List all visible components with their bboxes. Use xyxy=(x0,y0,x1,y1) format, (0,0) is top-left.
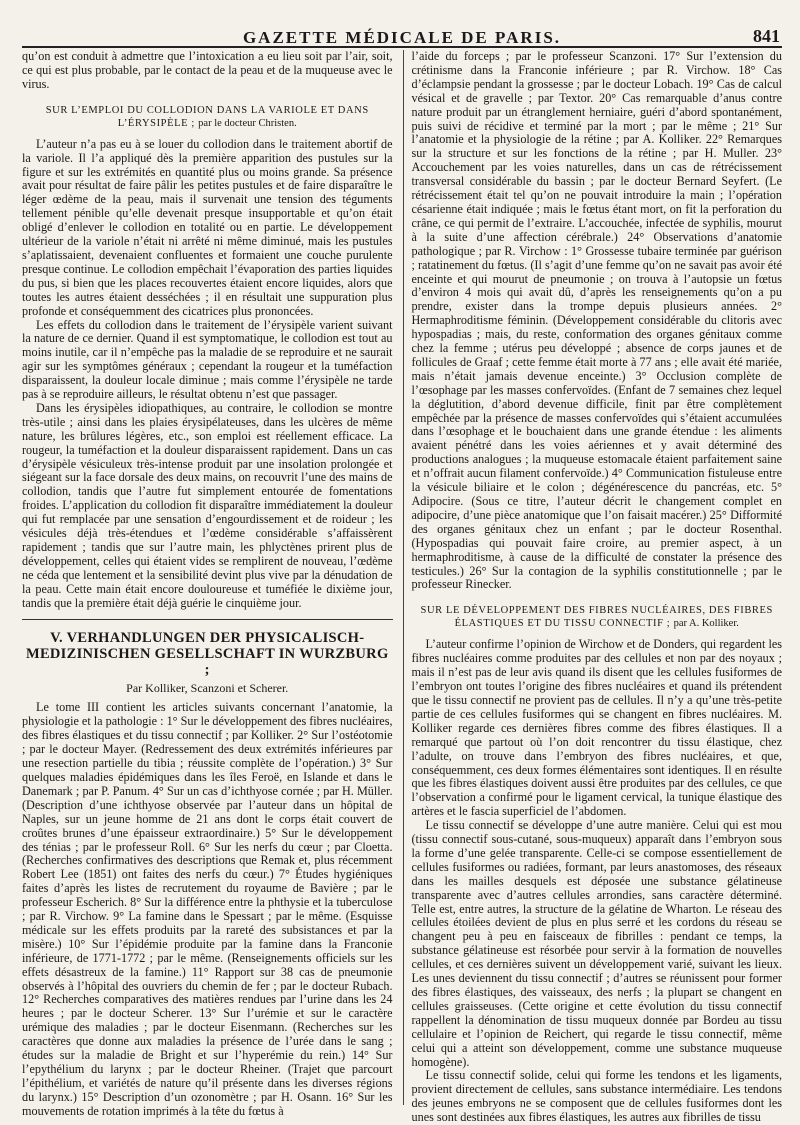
paragraph: l’aide du forceps ; par le professeur Scanzoni. 17° Sur l’extension du crétinisme dans la Franconie inférieure ; par R. Virchow. 18° Cas d’éclampsie pendant la grossesse ; par le docteur Lobach. 19° Cas de calcul vésical et de gravelle ; par Textor. 20° Cas remarquable d’anus contre nature produit par un étranglement herniaire, guéri d’abord spontanément, puis suivi de récidive et terminé par la mort ; par le même ; 21° Sur l’anatomie et la physiologie de la rétine ; par A. Kolliker. 22° Remarques sur la structure et sur les fonctions de la rétine ; par H. Muller. 23° Accouchement par les voies naturelles, dans un cas de rétrécissement transversal considérable du bassin ; par le docteur Bernard Seyfert. (Le rétrécissement était tel qu’on ne pouvait introduire la main ; l’opération césarienne était indiquée ; mais le fœtus étant mort, on fit la perforation du crâne, ce qui permit de l’extraire. L’accouchée, infectée de syphilis, mourut à la suite d’une affection cérébrale.) 24° Observations d’anatomie pathologique ; par R. Virchow : 1° Grossesse tubaire terminée par guérison ; ratatinement du fœtus. (Il s’agit d’une femme qu’on ne savait pas avoir été enceinte et qui mourut de pneumonie ; on trouva à l’autopsie un fœtus d’environ 4 mois qui avait dû, d’après les renseignements qu’on a pu prendre, exister dans la trompe depuis plusieurs années. 2° Hermaphroditisme féminin. (Développement considérable du clitoris avec hypospadias ; mais, du reste, conformation des organes génitaux comme chez la femme ; utérus peu développé ; absence de corps jaunes et de follicules de Graaf ; cette femme était morte à 77 ans ; elle avait été mariée, mais n’était jamais devenue enceinte.) 3° Occlusion complète de l’œsophage par les masses confervoïdes. (Enfant de 7 semaines chez lequel la déglutition, d’abord devenue difficile, finit par être complètement empêchée par la présence de masses confervoïdes qui s’étaient accumulées dans l’œsophage et le bouchaient dans une grande étendue : les aliments avaient pénétré dans les voies aériennes et y avait déterminé des productions analogues ; la muqueuse estomacale étaient parfaitement saine et n’offrait aucun filament confervoïde.) 4° Communication fistuleuse entre la vésicule biliaire et le colon ; dégénérescence du pancréas, etc. 5° Adipocire. (Sous ce titre, l’auteur décrit le changement complet en adipocire, d’une pièce anatomique que l’on faisait macérer.) 25° Difformité des organes génitaux chez un enfant ; par le docteur Rosenthal. (Hypospadias qui pouvait faire croire, au premier aspect, à un hermaphroditisme, à cause de la difficulté de constater la présence des testicules.) 26° Sur la contagion de la syphilis constitutionnelle ; par le professeur Rinecker. xyxy=(411,49,782,592)
right-column xyxy=(403,49,783,1125)
section-byline: par A. Kolliker. xyxy=(673,618,739,630)
section-heading xyxy=(22,104,393,130)
page-header xyxy=(22,0,782,48)
section-heading xyxy=(412,604,783,630)
section-byline: par le docteur Christen. xyxy=(198,117,297,129)
paragraph: qu’on est conduit à admettre que l’intoxication a eu lieu soit par l’air, soit, ce qui est plus probable, par le contact de la peau et de la muqueuse avec le virus. xyxy=(22,49,393,91)
paragraph: L’auteur confirme l’opinion de Wirchow et de Donders, qui regardent les fibres nucléaires comme produites par des cellules et non par des noyaux ; mais il n’est pas de leur avis quand ils disent que les cellules fusiformes de l’embryon ont toutes l’origine des fibres nucléaires et quand ils prétendent que le tissu connectif ne provient pas de cellules. Il n’y a qu’une très-petite partie de ces cellules fusiformes qui se changent en fibres nucléaires. M. Kolliker regarde ces dernières fibres comme des fibres élastiques. Il a remarqué que partout où l’on doit rencontrer du tissu élastique, chez l’adulte, on trouve dans l’embryon des fibres nucléaires, et que, conséquemment, ces deux formes élémentaires sont identiques. Il en résulte que les fibres élastiques doivent aussi être produites par des cellules, ce que l’observation a confirmé pour le ligament cervical, la tunique élastique des artères et le fascia superficiel de l’abdomen. xyxy=(411,637,782,819)
paragraph: Le tissu connectif se développe d’une autre manière. Celui qui est mou (tissu connectif sous-cutané, sous-muqueux) apparaît dans l’embryon sous la forme d’une gelée transparente. Celle-ci se compose essentiellement de cellules fusiformes ou radiées, formant, par leurs anastomoses, des réseaux dans les mailles desquels est déposée une substance gélatineuse transparente avec d’autres cellules arrondies, sans caractère déterminé. Telle est, entre autres, la structure de la gélatine de Wharton. Le réseau des cellules étoilées devient de plus en plus serré et les cordons du réseau se changent peu à peu en faisceaux de fibrilles : pendant ce temps, la substance gélatineuse est résorbée pour servir à la formation de nouvelles cellules, et ces dernières suivent un développement varié, suivant les lieux. Les unes deviennent du tissu connectif ; d’autres se réunissent pour former des fibres élastiques, des vaisseaux, des nerfs ; la plupart se changent en cellules graisseuses. (Cette origine et cette évolution du tissu connectif rappellent la dénomination de tissu muqueux donnée par Bordeu au tissu cellulaire et l’opinion de Reichert, qui regarde le tissu connectif, même celui qui a atteint son développement, comme une substance muqueuse homogène). xyxy=(411,818,782,1069)
section-title: SUR L’EMPLOI DU COLLODION DANS LA VARIOLE ET DANS L’ÉRYSIPÈLE ; xyxy=(45,104,369,129)
section-title: SUR LE DÉVELOPPEMENT DES FIBRES NUCLÉAIRES, DES FIBRES ÉLASTIQUES ET DU TISSU CONNECTIF ; xyxy=(420,605,773,630)
paragraph: L’auteur n’a pas eu à se louer du collodion dans le traitement abortif de la variole. Il l’a appliqué dès la première apparition des pustules sur la figure et sur les extrémités en quantité plus ou moins grande. Sa présence avait pour résultat de faire pâlir les petites pustules et de faire disparaître le léger œdème de la peau, mais il survenait une tension des téguments tellement pénible qu’elle devenait presque insupportable et qu’on était obligé d’enlever le collodion en totalité ou en partie. Le développement ultérieur de la variole n’était ni arrêté ni même diminué, mais les pustules s’aplatissaient, devenaient confluentes et formaient une couche purulente presque continue. Le collodion empêchait l’évaporation des parties liquides du pus, si bien que les places recouvertes étaient encore liquides, alors que toutes les autres étaient desséchées ; il en résultait une suppuration plus profonde et conséquemment des cicatrices plus prononcées. xyxy=(22,136,393,318)
journal-title: GAZETTE MÉDICALE DE PARIS. xyxy=(242,28,562,47)
article-heading: V. VERHANDLUNGEN DER PHYSICALISCH-MEDIZINISCHEN GESELLSCHAFT IN WURZBURG ; xyxy=(25,629,389,678)
two-column-body xyxy=(22,49,782,1125)
paragraph: Le tome III contient les articles suivants concernant l’anatomie, la physiologie et la pathologie : 1° Sur le développement des fibres nucléaires, des fibres élastiques et du tissu connectif ; par Kolliker. 2° Sur l’ostéotomie ; par le docteur Mayer. (Redressement des deux extrémités inférieures par une resection partielle du tibia ; réussite complète de l’opération.) 3° Sur quelques maladies épidémiques dans les îles Feroë, en Islande et dans le Danemark ; par P. Panum. 4° Sur un cas d’ichthyose cornée ; par H. Müller. (Description d’une ichthyose observée par l’auteur dans un hôpital de Naples, sur un jeune homme de 21 ans dont le corps était couvert de croûtes brunes d’une épaisseur extraordinaire.) 5° Sur le développement des ténias ; par le professeur Roll. 6° Sur les nerfs du cœur ; par Cloetta. (Recherches confirmatives des descriptions que Remak et, plus récemment Robert Lee (1851) ont faites des nerfs du cœur.) 7° Études hygiéniques faites d’après les listes de recrutement du royaume de Bavière ; par le professeur Escherich. 8° Sur la différence entre la phthysie et la tuberculose ; par R. Virchow. 9° La famine dans le Spessart ; par le même. (Esquisse médicale sur les effets produits par la rareté des subsistances et par la misère.) 10° Sur l’épidémie produite par la famine dans la Franconie inférieure, de 1771-1772 ; par le même. (Renseignements officiels sur les effets désastreux de la famine.) 11° Rapport sur 38 cas de pneumonie observés à l’hôpital des ouvriers du chemin de fer ; par le docteur Rubach. 12° Recherches comparatives des matières rendues par l’urine dans les 24 heures ; par le docteur Scherer. 13° Sur l’urémie et sur le caractère urémique des maladies ; par le docteur Eisenmann. (Recherches sur les caractères que donne aux maladies la présence de l’urée dans le sang ; études sur la maladie de Bright et sur l’hyperémie du rein.) 14° Sur l’epythélium du larynx ; par le docteur Rheiner. (Trajet que parcourt l’épithélium, et variétés de nature qu’il présente dans les diverses régions du larynx.) 15° Description d’un ozonomètre ; par H. Osann. 16° Sur les mouvements de rotation imprimés à la tête du fœtus à xyxy=(22,700,393,1118)
paragraph: Le tissu connectif solide, celui qui forme les tendons et les ligaments, provient directement de cellules, sans substance intermédiaire. Les tendons des jeunes embryons ne se composent que de cellules fusiformes dont les unes sont destinées aux fibres élastiques, les autres aux fibrilles de tissu xyxy=(411,1068,782,1125)
paragraph: Dans les érysipèles idiopathiques, au contraire, le collodion se montre très-utile ; ainsi dans les plaies érysipélateuses, dans les ulcères de même nature, les brûlures légères, etc., son emploi est réellement efficace. La rougeur, la tuméfaction et la douleur disparaissent rapidement. Dans un cas d’érysipèle vésiculeux très-intense produit par une insolation prolongée et siégeant sur la face dorsale des deux mains, on recouvrit l’une des mains de collodion, tandis que l’autre fut simplement entourée de fomentations froides. L’application du collodion fit disparaître immédiatement la douleur qui fut remplacée par une sensation d’engourdissement et de roideur ; les vésicules déjà très-étendues et l’œdème considérable s’affaissèrent rapidement ; tandis que sur l’autre main, les phlyctènes prirent plus de développement, celles qui étaient vides se remplirent de nouveau, l’œdème ne céda que lentement et la sensibilité devint plus vive par la dénudation de la peau. Cette main était encore douloureuse et tuméfiée le dixième jour, tandis que la première était déjà guérie le cinquième jour. xyxy=(22,400,393,610)
divider xyxy=(22,619,393,620)
article-byline: Par Kolliker, Scanzoni et Scherer. xyxy=(126,680,289,695)
left-column xyxy=(22,49,393,1118)
paragraph: Les effets du collodion dans le traitement de l’érysipèle varient suivant la nature de ce dernier. Quand il est symptomatique, le collodion est tout au moins inutile, car il n’empêche pas la maladie de se reproduire et ne saurait agir sur les symptômes généraux ; cependant la rougeur et la tuméfaction disparaissent, la douleur locale diminue ; mais comme l’érysipèle ne tarde pas à se reproduire ailleurs, le résultat obtenu n’est que passager. xyxy=(22,317,393,402)
page-number: 841 xyxy=(753,26,780,46)
